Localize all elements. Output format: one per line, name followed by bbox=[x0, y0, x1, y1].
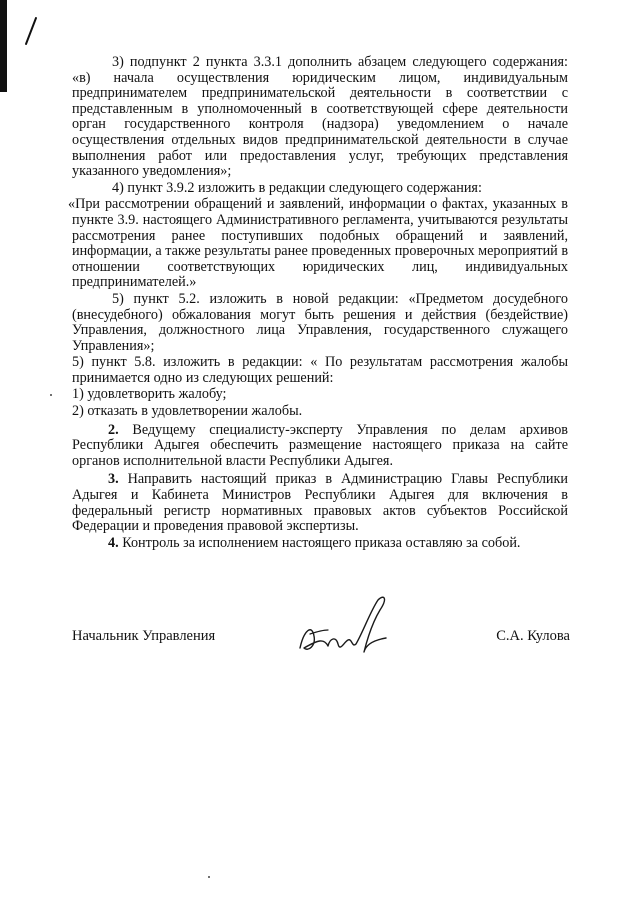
order-item-number: 2. bbox=[108, 421, 119, 438]
order-item-text: Контроль за исполнением настоящего приказа оставляю за собой. bbox=[122, 534, 521, 551]
signatory-title: Начальник Управления bbox=[72, 628, 216, 644]
signature-block bbox=[72, 622, 570, 682]
scan-speck bbox=[208, 876, 210, 878]
order-item-4 bbox=[72, 536, 568, 552]
order-item-number: 3. bbox=[108, 471, 119, 488]
paragraph-4-point-3-9-2: 4) пункт 3.9.2 изложить в редакции следующего содержания: bbox=[112, 179, 482, 196]
paragraph-quoted-3-9-2: «При рассмотрении обращений и заявлений, информации о фактах, указанных в пункте 3.9. настоящего Административного регламента, учитываются результаты рассмотрения ранее поступивших подобных обращений и заявлений, информации, а также результаты ранее проведенных проверочных мероприятий в отношении соответствующих юридических лиц, индивидуальных предпринимателей.» bbox=[68, 196, 569, 291]
order-item-text: Ведущему специалисту-эксперту Управления по делам архивов Республики Адыгея обеспечить размещение настоящего приказа на сайте органов исполнительной власти Республики Адыгея. bbox=[72, 421, 569, 469]
handwritten-signature bbox=[294, 590, 392, 662]
signatory-name: С.А. Кулова bbox=[496, 628, 570, 644]
decision-option-1: 1) удовлетворить жалобу; bbox=[72, 386, 227, 403]
document-body bbox=[68, 54, 569, 552]
paragraph-3-subpoint: 3) подпункт 2 пункта 3.3.1 дополнить абзацем следующего содержания: «в) начала осуществления юридическим лицом, индивидуальным предпринимателем предпринимательской деятельности в соответствии с представленным в уполномоченный в соответствующей сфере деятельности орган государственного контроля (надзора) уведомлением о начале осуществления отдельных видов предпринимательской деятельности в случае выполнения работ или предоставления услуг, требующих представления указанного уведомления»; bbox=[72, 54, 568, 180]
order-item-2 bbox=[72, 423, 568, 470]
decision-option-2: 2) отказать в удовлетворении жалобы. bbox=[72, 403, 303, 420]
scan-edge-mark bbox=[0, 0, 7, 92]
order-item-number: 4. bbox=[108, 534, 119, 551]
order-item-3 bbox=[72, 472, 568, 534]
handwritten-slash-mark bbox=[22, 16, 40, 46]
scan-speck bbox=[50, 394, 52, 396]
paragraph-5-point-5-8: 5) пункт 5.8. изложить в редакции: « По результатам рассмотрения жалобы принимается одно из следующих решений: bbox=[72, 354, 568, 386]
paragraph-5-point-5-2: 5) пункт 5.2. изложить в новой редакции: «Предметом досудебного (внесудебного) обжалования могут быть решения и действия (бездействие) Управления, должностного лица Управления, государственного служащего Управления»; bbox=[72, 290, 568, 354]
order-item-text: Направить настоящий приказ в Администрацию Главы Республики Адыгея и Кабинета Министров Республики Адыгея для включения в федеральный регистр нормативных правовых актов субъектов Российской Федерации и проведения правовой экспертизы. bbox=[72, 471, 569, 535]
